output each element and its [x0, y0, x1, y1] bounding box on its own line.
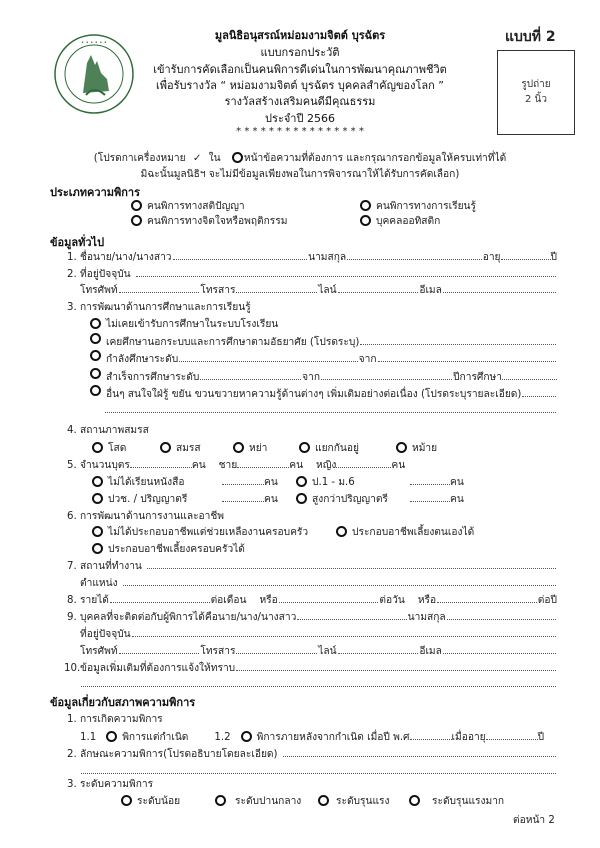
monthly-income-field[interactable] [110, 593, 210, 603]
q3-option-nonformal[interactable]: เคยศึกษานอกระบบและการศึกษาตามอัธยาศัย (โปรดระบุ) [90, 334, 557, 350]
svg-text:• • • • • •: • • • • • • [81, 40, 107, 46]
radio-icon[interactable] [92, 526, 103, 537]
contact-name-field[interactable] [297, 610, 406, 620]
radio-icon [232, 152, 243, 163]
additional-info-field-2[interactable] [81, 677, 556, 687]
line-field[interactable] [338, 283, 419, 293]
male-count-field[interactable] [237, 458, 289, 468]
radio-icon[interactable] [131, 215, 142, 226]
studying-from-field[interactable] [378, 352, 556, 362]
instruction-line-1: (โปรดกาเครื่องหมาย ✓ ใน หน้าข้อความที่ต้องการ และกรุณากรอกข้อมูลให้ครบเท่าที่ได้ [93, 153, 507, 164]
studying-level-field[interactable] [179, 352, 357, 362]
marital-single[interactable]: โสด [92, 440, 126, 456]
option-learning[interactable]: คนพิการทางการเรียนรู้ [360, 198, 476, 214]
radio-icon[interactable] [90, 350, 101, 361]
continue-page-note: ต่อหน้า 2 [513, 815, 555, 826]
header-line-3: เข้ารับการคัดเลือกเป็นคนพิการดีเด่นในการพัฒนาคุณภาพชีวิต [153, 63, 447, 76]
q9-address-row: ที่อยู่ปัจจุบัน [80, 626, 557, 642]
q3-option-studying[interactable]: กำลังศึกษาระดับ จาก [90, 351, 557, 367]
radio-icon[interactable] [106, 731, 117, 742]
photo-box [497, 50, 575, 135]
q2-contact-row: โทรศัพท์ โทรสาร ไลน์ อีเมล [80, 282, 557, 298]
email-field[interactable] [443, 283, 556, 293]
contact-line-field[interactable] [338, 644, 419, 654]
q8-income-row: 8. รายได้ ต่อเดือน หรือ ต่อวัน หรือ ต่อปี [67, 595, 557, 606]
header-line-6: ประจำปี 2566 [265, 112, 335, 125]
marital-divorced[interactable]: หย่า [233, 440, 267, 456]
marital-separated[interactable]: แยกกันอยู่ [299, 440, 359, 456]
position-field[interactable] [123, 576, 556, 586]
career-family-help[interactable]: ไม่ได้ประกอบอาชีพแต่ช่วยเหลืองานครอบครัว [92, 524, 308, 540]
severity-mild[interactable]: ระดับน้อย [121, 793, 180, 809]
dq3-label: 3. ระดับความพิการ [67, 779, 154, 790]
q3-option-other[interactable]: อื่นๆ สนใจใฝ่รู้ ขยัน ขวนขวายหาความรู้ด้านต่างๆ เพิ่มเติมอย่างต่อเนื่อง (โปรดระบุรายละเอียด) [90, 386, 557, 402]
severity-very-severe[interactable]: ระดับรุนแรงมาก [409, 793, 504, 809]
q9-contact-row: 9. บุคคลที่จะติดต่อกับผู้พิการได้คือนาย/นาง/นางสาว นามสกุล [67, 609, 557, 625]
radio-icon[interactable] [299, 442, 310, 453]
radio-icon[interactable] [92, 476, 103, 487]
graduated-from-field[interactable] [321, 370, 452, 380]
section-disability-type: ประเภทความพิการ [50, 186, 141, 199]
q4-label: 4. สถานภาพสมรส [67, 425, 149, 436]
q3-option-graduated[interactable]: สำเร็จการศึกษาระดับ จาก ปีการศึกษา [90, 369, 557, 385]
q1-name-row: 1. ชื่อนาย/นาง/นางสาว นามสกุล อายุ ปี [67, 252, 557, 263]
marital-widowed[interactable]: หม้าย [396, 440, 437, 456]
age-field[interactable] [501, 250, 551, 260]
children-primary-secondary[interactable]: ป.1 - ม.6 [296, 474, 355, 490]
photo-label-2: 2 นิ้ว [525, 94, 547, 105]
children-count-field[interactable] [130, 458, 192, 468]
career-self-support[interactable]: ประกอบอาชีพเลี้ยงตนเองได้ [336, 524, 474, 540]
stars-divider: * * * * * * * * * * * * * * * * [236, 126, 364, 137]
radio-icon[interactable] [360, 200, 371, 211]
bachelor-count-field[interactable] [222, 492, 264, 502]
radio-icon[interactable] [336, 526, 347, 537]
q3-option-no-school[interactable]: ไม่เคยเข้ารับการศึกษาในระบบโรงเรียน [90, 316, 278, 332]
daily-income-field[interactable] [279, 593, 379, 603]
radio-icon[interactable] [131, 200, 142, 211]
radio-icon[interactable] [90, 385, 101, 396]
org-name: มูลนิธิอนุสรณ์หม่อมงามจิตต์ บุรฉัตร [214, 29, 386, 42]
children-vocational-bachelor[interactable]: ปวช. / ปริญญาตรี [92, 491, 187, 507]
graduated-year-field[interactable] [502, 370, 557, 380]
radio-icon[interactable] [396, 442, 407, 453]
q10-row: 10. ข้อมูลเพิ่มเติมที่ต้องการแจ้งให้ทราบ [64, 660, 557, 676]
dq2-row: 2. ลักษณะความพิการ(โปรดอธิบายโดยละเอียด) [67, 746, 557, 762]
dq1-label: 1. การเกิดความพิการ [67, 714, 163, 725]
radio-icon[interactable] [160, 442, 171, 453]
severity-severe[interactable]: ระดับรุนแรง [318, 793, 389, 809]
acquired-age-field[interactable] [486, 730, 538, 740]
q2-address-row: 2. ที่อยู่ปัจจุบัน [67, 266, 557, 282]
fax-field[interactable] [236, 283, 317, 293]
contact-phone-field[interactable] [119, 644, 200, 654]
dq2-continued [80, 764, 557, 774]
radio-icon[interactable] [296, 493, 307, 504]
additional-info-field[interactable] [236, 661, 556, 671]
address-field[interactable] [136, 267, 556, 277]
instruction-line-2: มิฉะนั้นมูลนิธิฯ จะไม่มีข้อมูลเพียงพอในการพิจารณาให้ได้รับการคัดเลือก) [140, 169, 460, 180]
q7-position-row: ตำแหน่ง [80, 575, 557, 591]
graduated-level-field[interactable] [200, 370, 301, 380]
option-congenital[interactable]: พิการแต่กำเนิด [106, 729, 188, 745]
radio-icon[interactable] [121, 795, 132, 806]
primary-count-field[interactable] [410, 475, 450, 485]
q10-continued [80, 677, 557, 687]
radio-icon[interactable] [296, 476, 307, 487]
q9-phone-row: โทรศัพท์ โทรสาร ไลน์ อีเมล [80, 643, 557, 659]
children-above-bachelor[interactable]: สูงกว่าปริญญาตรี [296, 491, 388, 507]
q5-children-row: 5. จำนวนบุตร คน ชาย คน หญิง คน [67, 460, 406, 471]
children-no-school[interactable]: ไม่ได้เรียนหนังสือ [92, 474, 184, 490]
radio-icon[interactable] [233, 442, 244, 453]
contact-email-field[interactable] [443, 644, 556, 654]
marital-married[interactable]: สมรส [160, 440, 201, 456]
above-bachelor-count-field[interactable] [410, 492, 450, 502]
q6-label: 6. การพัฒนาด้านการงานและอาชีพ [67, 511, 225, 522]
workplace-field[interactable] [147, 559, 556, 569]
radio-icon[interactable] [90, 318, 101, 329]
radio-icon[interactable] [360, 215, 371, 226]
radio-icon[interactable] [92, 493, 103, 504]
option-intellectual[interactable]: คนพิการทางสติปัญญา [131, 198, 245, 214]
yearly-income-field[interactable] [437, 593, 537, 603]
surname-field[interactable] [347, 250, 482, 260]
severity-moderate[interactable]: ระดับปานกลาง [215, 793, 301, 809]
other-education-field-2[interactable] [105, 403, 556, 413]
disability-description-field-2[interactable] [81, 764, 556, 774]
option-autistic[interactable]: บุคคลออทิสติก [360, 213, 440, 229]
q3-label: 3. การพัฒนาด้านการศึกษาและการเรียนรู้ [67, 302, 251, 313]
form-title: แบบกรอกประวัติ [260, 46, 340, 59]
photo-label-1: รูปถ่าย [521, 79, 551, 90]
radio-icon[interactable] [90, 333, 101, 344]
disability-description-field[interactable] [283, 747, 556, 757]
section-disability-info: ข้อมูลเกี่ยวกับสภาพความพิการ [50, 696, 196, 709]
other-education-field[interactable] [522, 387, 556, 397]
header-line-4: เพื่อรับรางวัล “ หม่อมงามจิตต์ บุรฉัตร บุคคลสำคัญของโลก ” [156, 79, 444, 92]
radio-icon[interactable] [92, 442, 103, 453]
no-school-count-field[interactable] [222, 475, 264, 485]
section-general-info: ข้อมูลทั่วไป [50, 236, 105, 249]
contact-fax-field[interactable] [236, 644, 317, 654]
acquired-year-field[interactable] [410, 730, 452, 740]
contact-address-field[interactable] [132, 627, 556, 637]
nonformal-field[interactable] [360, 335, 556, 345]
phone-field[interactable] [119, 283, 200, 293]
career-family-support[interactable]: ประกอบอาชีพเลี้ยงครอบครัวได้ [92, 541, 245, 557]
name-field[interactable] [173, 250, 308, 260]
q7-workplace-row: 7. สถานที่ทำงาน [67, 558, 557, 574]
checkmark-icon: ✓ [192, 153, 202, 164]
option-acquired[interactable]: พิการภายหลังจากกำเนิด เมื่อปี พ.ศ [241, 729, 410, 745]
radio-icon[interactable] [92, 543, 103, 554]
q3-other-continued [104, 403, 557, 413]
radio-icon[interactable] [409, 795, 420, 806]
dq1-options-row: 1.1 พิการแต่กำเนิด 1.2 พิการภายหลังจากกำเนิด เมื่อปี พ.ศ เมื่ออายุ ปี [80, 729, 557, 745]
header-line-5: รางวัลสร้างเสริมคนดีมีคุณธรรม [224, 95, 376, 108]
radio-icon[interactable] [215, 795, 226, 806]
radio-icon[interactable] [318, 795, 329, 806]
option-mental[interactable]: คนพิการทางจิตใจหรือพฤติกรรม [131, 213, 287, 229]
form-number: แบบที่ 2 [505, 29, 556, 45]
radio-icon[interactable] [241, 731, 252, 742]
female-count-field[interactable] [336, 458, 391, 468]
radio-icon[interactable] [90, 368, 101, 379]
contact-surname-field[interactable] [447, 610, 556, 620]
